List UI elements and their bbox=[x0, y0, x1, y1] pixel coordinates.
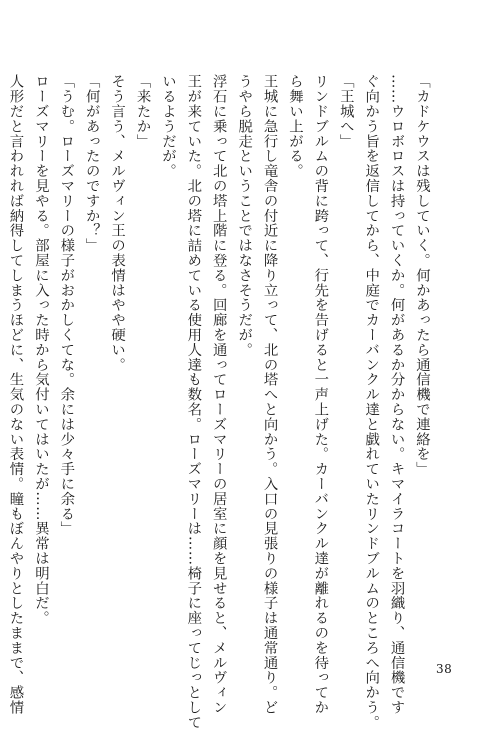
text-line: 「来たか」 bbox=[134, 74, 151, 149]
vertical-text-body bbox=[0, 74, 434, 730]
text-line: 「何があったのですか？」 bbox=[83, 74, 100, 253]
text-line: リンドブルムの背に跨って、行先を告げると一声上げた。カーバンクル達が離れるのを待ってか bbox=[312, 74, 329, 715]
text-line: 「うむ。ローズマリーの様子がおかしくてな。余には少々手に余る」 bbox=[58, 74, 75, 536]
text-line: 王城に急行し竜舎の付近に降り立って、北の塔へと向かう。入口の見張りの様子は通常通り。ど bbox=[261, 74, 278, 715]
text-line: 「王城へ」 bbox=[337, 74, 354, 149]
text-line: ローズマリーを見やる。部屋に入った時から気付いてはいたが……異常は明白だ。 bbox=[32, 74, 49, 626]
text-line: 人形だと言われれば納得してしまうほどに、生気のない表情。瞳もぼんやりとしたままで、感情 bbox=[7, 74, 24, 715]
text-line: 王が来ていた。北の塔に詰めている使用人達も数名。ローズマリーは……椅子に座ってじっとして bbox=[185, 74, 202, 730]
text-line: 浮石に乗って北の塔上階に登る。回廊を通ってローズマリーの居室に顔を見せると、メルヴィン bbox=[210, 74, 227, 715]
text-line: うやら脱走ということではなさそうだが。 bbox=[236, 74, 253, 358]
page-number: 38 bbox=[436, 662, 453, 676]
text-line: そう言う、メルヴィン王の表情はやや硬い。 bbox=[109, 74, 126, 372]
text-line: ぐ向かう旨を返信してから、中庭でカーバンクル達と戯れていたリンドブルムのところへ向かう。 bbox=[363, 74, 380, 730]
text-line: 「カドケウスは残していく。何かあったら通信機で連絡を」 bbox=[414, 74, 430, 477]
text-line: ら舞い上がる。 bbox=[286, 74, 303, 179]
text-line: ……ウロボロスは持っていくか。何があるか分からない。キマイラコートを羽織り、通信機です bbox=[388, 74, 405, 715]
text-line: いるようだが。 bbox=[159, 74, 176, 179]
